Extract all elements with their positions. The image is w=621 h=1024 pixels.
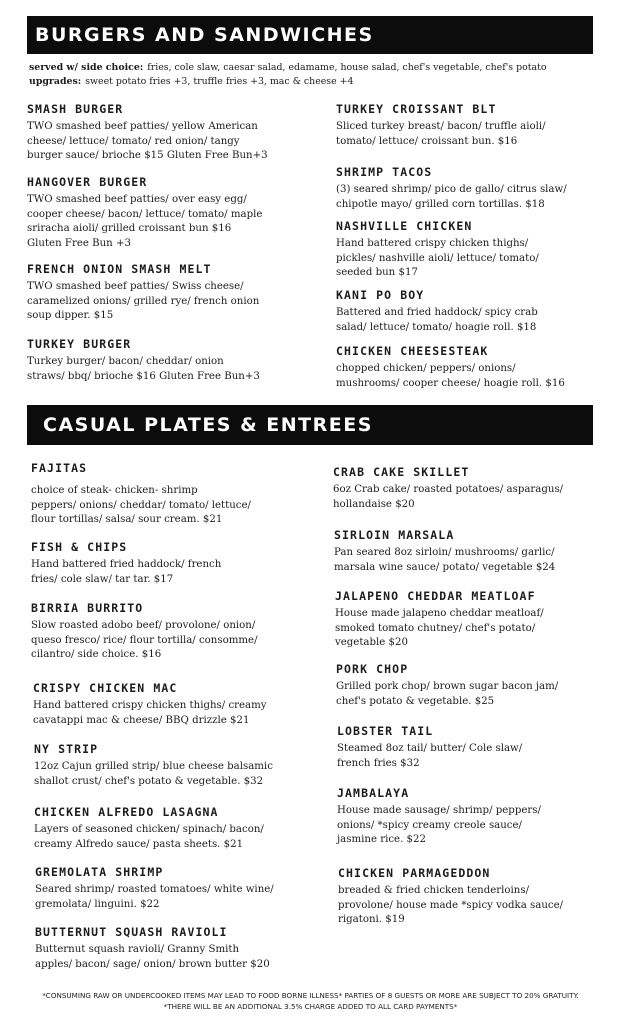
item-name: CRISPY CHICKEN MAC	[33, 681, 178, 695]
item-name: BUTTERNUT SQUASH RAVIOLI	[35, 925, 228, 939]
menu-item	[336, 102, 616, 149]
item-description: Pan seared 8oz sirloin/ mushrooms/ garlic/ marsala wine sauce/ potato/ vegetable $24	[334, 547, 556, 573]
item-name: JALAPENO CHEDDAR MEATLOAF	[335, 589, 536, 603]
item-name: SMASH BURGER	[27, 102, 124, 116]
item-description: Grilled pork chop/ brown sugar bacon jam/ chef's potato & vegetable. $25	[336, 681, 559, 707]
item-name: LOBSTER TAIL	[337, 724, 434, 738]
upgrades-text: sweet potato fries +3, truffle fries +3, mac & cheese +4	[85, 76, 354, 87]
item-name: CHICKEN ALFREDO LASAGNA	[34, 805, 219, 819]
item-name: CRAB CAKE SKILLET	[333, 465, 470, 479]
menu-item	[336, 288, 616, 335]
footer-line-1: *CONSUMING RAW OR UNDERCOOKED ITEMS MAY LEAD TO FOOD BORNE ILLNESS* PARTIES OF 8 GUESTS OR MORE ARE SUBJECT TO 20% GRATUITY.	[42, 991, 579, 1000]
menu-item	[27, 262, 317, 324]
item-description: House made jalapeno cheddar meatloaf/ smoked tomato chutney/ chef's potato/ vegetable $20	[335, 608, 544, 648]
item-description: TWO smashed beef patties/ Swiss cheese/ caramelized onions/ grilled rye/ french onion soup dipper. $15	[27, 281, 260, 321]
item-name: FISH & CHIPS	[31, 540, 128, 554]
item-name: NY STRIP	[34, 742, 99, 756]
menu-item	[31, 540, 321, 587]
section-banner-burgers	[27, 16, 593, 54]
menu-item	[337, 724, 619, 771]
menu-item	[35, 925, 325, 972]
menu-item	[31, 601, 321, 663]
item-description: choice of steak- chicken- shrimp peppers/ onions/ cheddar/ tomato/ lettuce/ flour tortillas/ salsa/ sour cream. $21	[31, 485, 251, 525]
item-description: Slow roasted adobo beef/ provolone/ onion/ queso fresco/ rice/ flour tortilla/ consomme/ cilantro/ side choice. $16	[31, 620, 258, 660]
item-description: Battered and fried haddock/ spicy crab salad/ lettuce/ tomato/ hoagie roll. $18	[336, 307, 538, 333]
footer-disclaimer	[0, 990, 621, 1012]
served-text: fries, cole slaw, caesar salad, edamame, house salad, chef's vegetable, chef's potato	[147, 62, 547, 73]
menu-item	[33, 681, 323, 728]
section-title-burgers: BURGERS AND SANDWICHES	[35, 24, 374, 46]
menu-item	[34, 805, 324, 852]
item-description: Hand battered fried haddock/ french fries/ cole slaw/ tar tar. $17	[31, 559, 222, 585]
item-name: TURKEY CROISSANT BLT	[336, 102, 497, 116]
item-description: chopped chicken/ peppers/ onions/ mushrooms/ cooper cheese/ hoagie roll. $16	[336, 363, 565, 389]
item-description: (3) seared shrimp/ pico de gallo/ citrus slaw/ chipotle mayo/ grilled corn tortillas. $18	[336, 184, 567, 210]
section-banner-entrees	[27, 405, 593, 445]
item-name: FAJITAS	[31, 461, 88, 475]
side-choice-note	[29, 61, 604, 89]
item-description: House made sausage/ shrimp/ peppers/ onions/ *spicy creamy creole sauce/ jasmine rice. $22	[337, 805, 541, 845]
item-name: JAMBALAYA	[337, 786, 410, 800]
menu-item	[336, 662, 618, 709]
item-description: Seared shrimp/ roasted tomatoes/ white wine/ gremolata/ linguini. $22	[35, 884, 274, 910]
menu-item	[27, 337, 317, 384]
upgrades-label: upgrades:	[29, 76, 82, 87]
menu-item	[336, 219, 616, 281]
item-description: Steamed 8oz tail/ butter/ Cole slaw/ french fries $32	[337, 743, 523, 769]
item-description: Hand battered crispy chicken thighs/ pickles/ nashville aioli/ lettuce/ tomato/ seeded bun $17	[336, 238, 539, 278]
menu-item	[336, 344, 616, 391]
item-name: KANI PO BOY	[336, 288, 425, 302]
menu-item	[338, 866, 620, 928]
menu-item	[337, 786, 619, 848]
item-name: PORK CHOP	[336, 662, 409, 676]
item-name: CHICKEN PARMAGEDDON	[338, 866, 491, 880]
menu-item	[335, 589, 617, 651]
footer-line-2: *THERE WILL BE AN ADDITIONAL 3.5% CHARGE ADDED TO ALL CARD PAYMENTS*	[163, 1002, 458, 1011]
menu-item	[27, 175, 317, 251]
item-description: 12oz Cajun grilled strip/ blue cheese balsamic shallot crust/ chef's potato & vegetable. $32	[34, 761, 273, 787]
item-name: SIRLOIN MARSALA	[334, 528, 455, 542]
item-name: SHRIMP TACOS	[336, 165, 433, 179]
item-description: TWO smashed beef patties/ over easy egg/ cooper cheese/ bacon/ lettuce/ tomato/ maple sriracha aioli/ grilled croissant bun $16 Gluten Free Bun +3	[27, 194, 263, 249]
item-description: 6oz Crab cake/ roasted potatoes/ asparagus/ hollandaise $20	[333, 484, 564, 510]
menu-item	[334, 528, 616, 575]
item-name: TURKEY BURGER	[27, 337, 132, 351]
item-description: Butternut squash ravioli/ Granny Smith apples/ bacon/ sage/ onion/ brown butter $20	[35, 944, 270, 970]
item-description: breaded & fried chicken tenderloins/ provolone/ house made *spicy vodka sauce/ rigatoni. $19	[338, 885, 564, 925]
menu-item	[333, 465, 615, 512]
menu-item	[35, 865, 325, 912]
item-name: GREMOLATA SHRIMP	[35, 865, 164, 879]
section-title-entrees: CASUAL PLATES & ENTREES	[43, 414, 373, 436]
item-description: TWO smashed beef patties/ yellow American cheese/ lettuce/ tomato/ red onion/ tangy burger sauce/ brioche $15 Gluten Free Bun+3	[27, 121, 268, 161]
item-name: BIRRIA BURRITO	[31, 601, 144, 615]
menu-item	[27, 102, 317, 164]
item-name: CHICKEN CHEESESTEAK	[336, 344, 489, 358]
item-description: Sliced turkey breast/ bacon/ truffle aioli/ tomato/ lettuce/ croissant bun. $16	[336, 121, 546, 147]
item-description: Layers of seasoned chicken/ spinach/ bacon/ creamy Alfredo sauce/ pasta sheets. $21	[34, 824, 264, 850]
item-name: FRENCH ONION SMASH MELT	[27, 262, 212, 276]
served-label: served w/ side choice:	[29, 62, 144, 73]
item-name: HANGOVER BURGER	[27, 175, 148, 189]
item-description: Turkey burger/ bacon/ cheddar/ onion straws/ bbq/ brioche $16 Gluten Free Bun+3	[27, 356, 260, 382]
menu-item	[31, 461, 321, 528]
menu-item	[34, 742, 324, 789]
item-description: Hand battered crispy chicken thighs/ creamy cavatappi mac & cheese/ BBQ drizzle $21	[33, 700, 267, 726]
item-name: NASHVILLE CHICKEN	[336, 219, 473, 233]
menu-item	[336, 165, 616, 212]
